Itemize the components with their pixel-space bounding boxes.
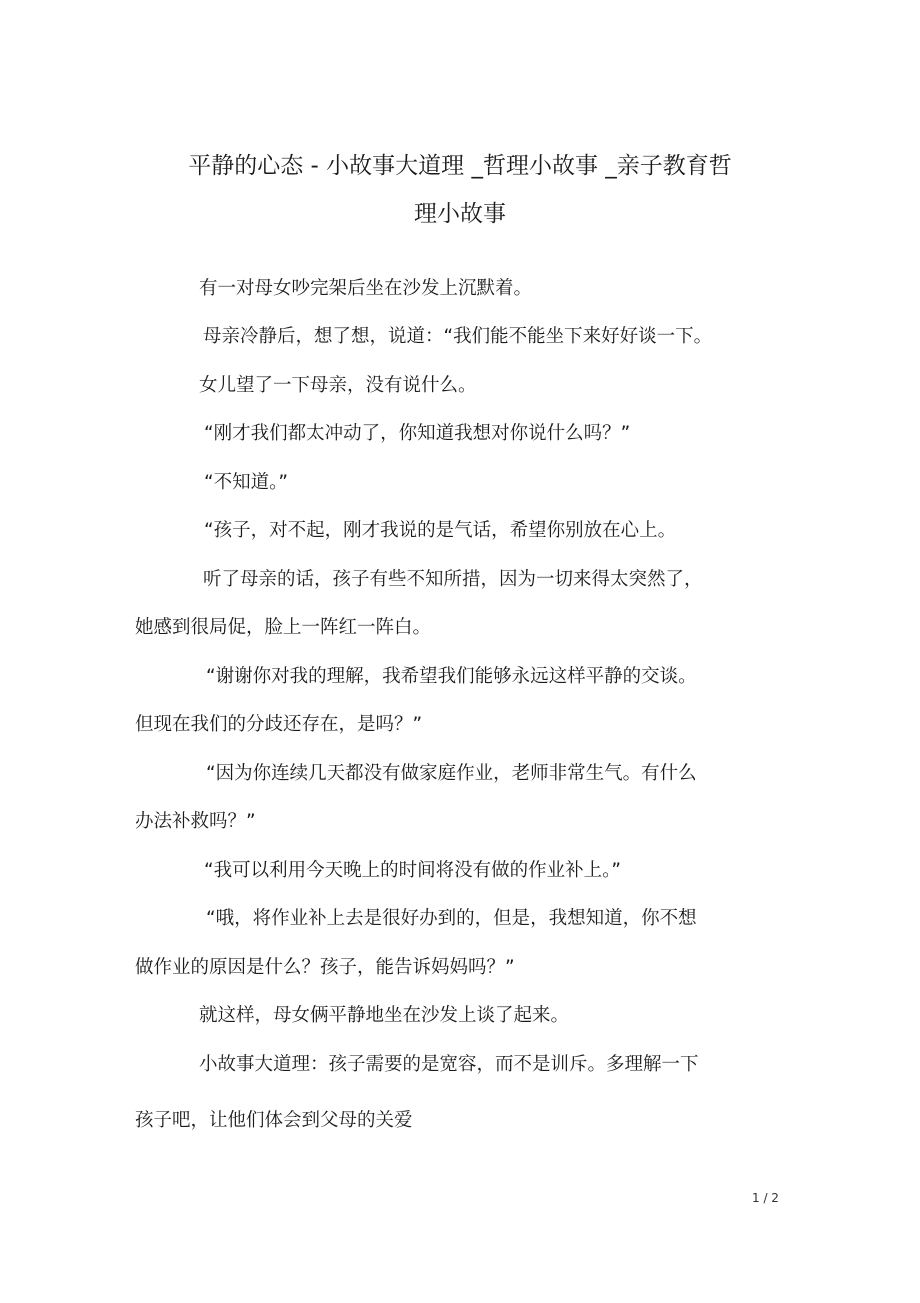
paragraph-line: 就这样，母女俩平静地坐在沙发上谈了起来。: [199, 1005, 570, 1026]
paragraph-line: 母亲冷静后，想了想，说道：“我们能不能坐下来好好谈一下。: [203, 326, 713, 347]
paragraph-line: “不知道。”: [204, 472, 288, 493]
page-title-line-1: 平静的心态 - 小故事大道理 _哲理小故事 _亲子教育哲: [188, 153, 732, 179]
paragraph-line: 小故事大道理：孩子需要的是宽容，而不是训斥。多理解一下: [199, 1054, 699, 1075]
page-number: 1 / 2: [752, 1191, 779, 1205]
paragraph-line: 做作业的原因是什么？孩子，能告诉妈妈吗？”: [135, 957, 515, 978]
paragraph-line: 听了母亲的话，孩子有些不知所措，因为一切来得太突然了，: [203, 569, 703, 590]
paragraph-line: 她感到很局促，脸上一阵红一阵白。: [135, 617, 432, 638]
paragraph-line: 女儿望了一下母亲，没有说什么。: [199, 375, 477, 396]
paragraph-line: “我可以利用今天晚上的时间将没有做的作业补上。”: [204, 860, 621, 881]
paragraph-line: 有一对母女吵完架后坐在沙发上沉默着。: [199, 278, 533, 299]
paragraph-line: “哦，将作业补上去是很好办到的，但是，我想知道，你不想: [206, 908, 697, 929]
paragraph-line: 孩子吧，让他们体会到父母的关爱: [135, 1110, 413, 1131]
paragraph-line: “谢谢你对我的理解，我希望我们能够永远这样平静的交谈。: [206, 666, 697, 687]
paragraph-line: “因为你连续几天都没有做家庭作业，老师非常生气。有什么: [206, 763, 697, 784]
paragraph-line: “刚才我们都太冲动了，你知道我想对你说什么吗？”: [204, 423, 631, 444]
paragraph-line: 办法补救吗？”: [135, 811, 256, 832]
paragraph-line: “孩子，对不起，刚才我说的是气话，希望你别放在心上。: [204, 520, 677, 541]
page-title-line-2: 理小故事: [414, 201, 506, 227]
paragraph-line: 但现在我们的分歧还存在，是吗？”: [135, 714, 423, 735]
